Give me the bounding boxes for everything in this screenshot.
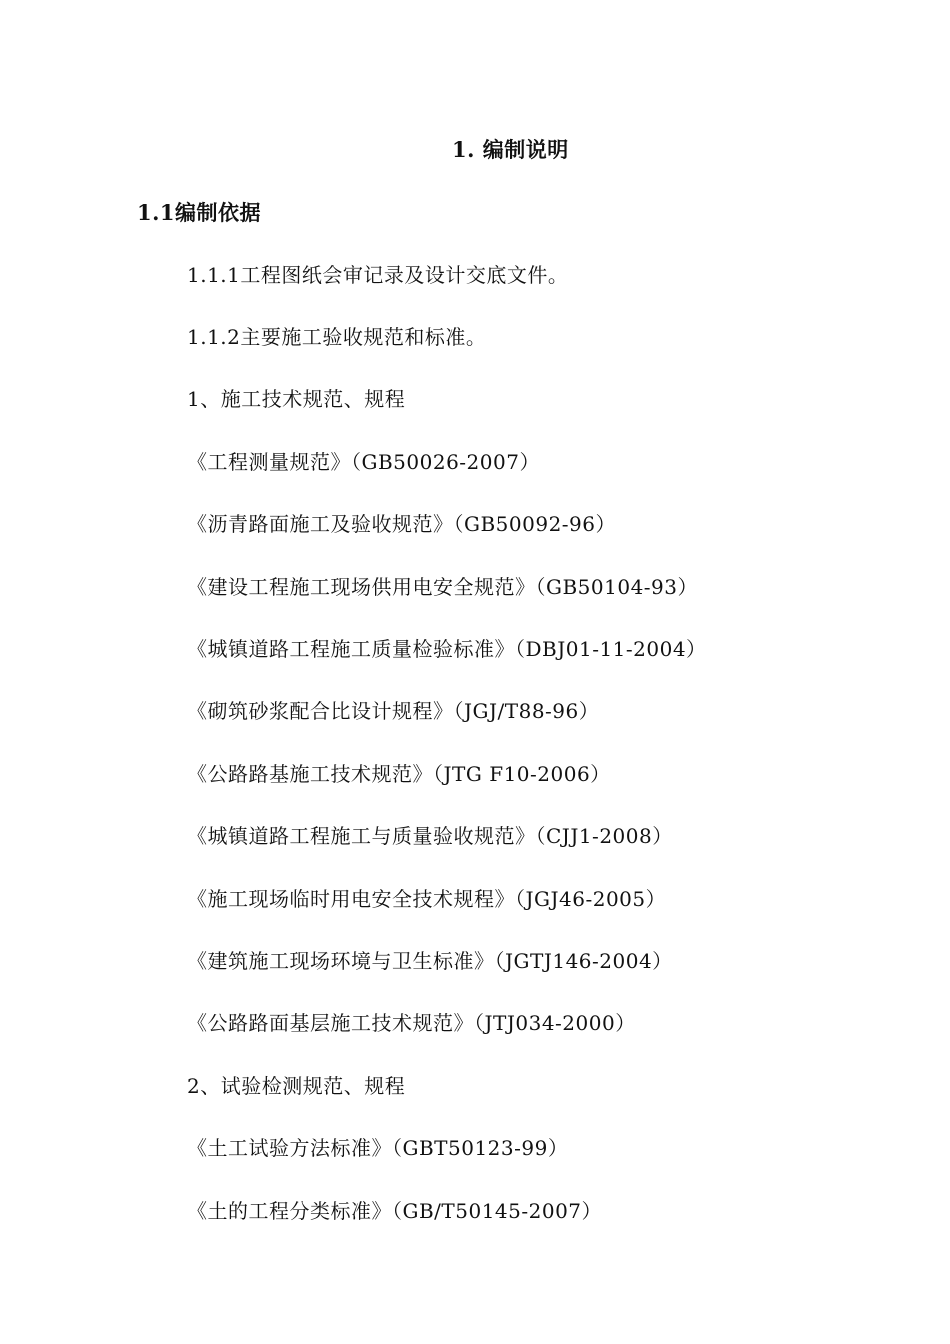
- subheading-item: 1、施工技术规范、规程: [187, 387, 406, 411]
- standard-item: 《沥青路面施工及验收规范》（GB50092-96）: [187, 512, 617, 536]
- standard-item: 《城镇道路工程施工与质量验收规范》（CJJ1-2008）: [187, 824, 673, 848]
- standard-item: 《土工试验方法标准》（GBT50123-99）: [187, 1136, 569, 1160]
- standard-item: 《公路路基施工技术规范》（JTG F10-2006）: [187, 762, 611, 786]
- paragraph-item: 1.1.1工程图纸会审记录及设计交底文件。: [187, 263, 569, 287]
- standard-item: 《砌筑砂浆配合比设计规程》（JGJ/T88-96）: [187, 699, 600, 723]
- page-title: 1. 编制说明: [452, 137, 569, 162]
- standard-item: 《建设工程施工现场供用电安全规范》（GB50104-93）: [187, 575, 699, 599]
- standard-item: 《工程测量规范》（GB50026-2007）: [187, 450, 540, 474]
- section-heading: 1.1编制依据: [137, 200, 262, 225]
- paragraph-item: 1.1.2主要施工验收规范和标准。: [187, 325, 487, 349]
- subheading-item: 2、试验检测规范、规程: [187, 1074, 406, 1098]
- standard-item: 《建筑施工现场环境与卫生标准》（JGTJ146-2004）: [187, 949, 673, 973]
- standard-item: 《城镇道路工程施工质量检验标准》（DBJ01-11-2004）: [187, 637, 707, 661]
- standard-item: 《土的工程分类标准》（GB/T50145-2007）: [187, 1199, 603, 1223]
- standard-item: 《公路路面基层施工技术规范》（JTJ034-2000）: [187, 1011, 636, 1035]
- standard-item: 《施工现场临时用电安全技术规程》（JGJ46-2005）: [187, 887, 667, 911]
